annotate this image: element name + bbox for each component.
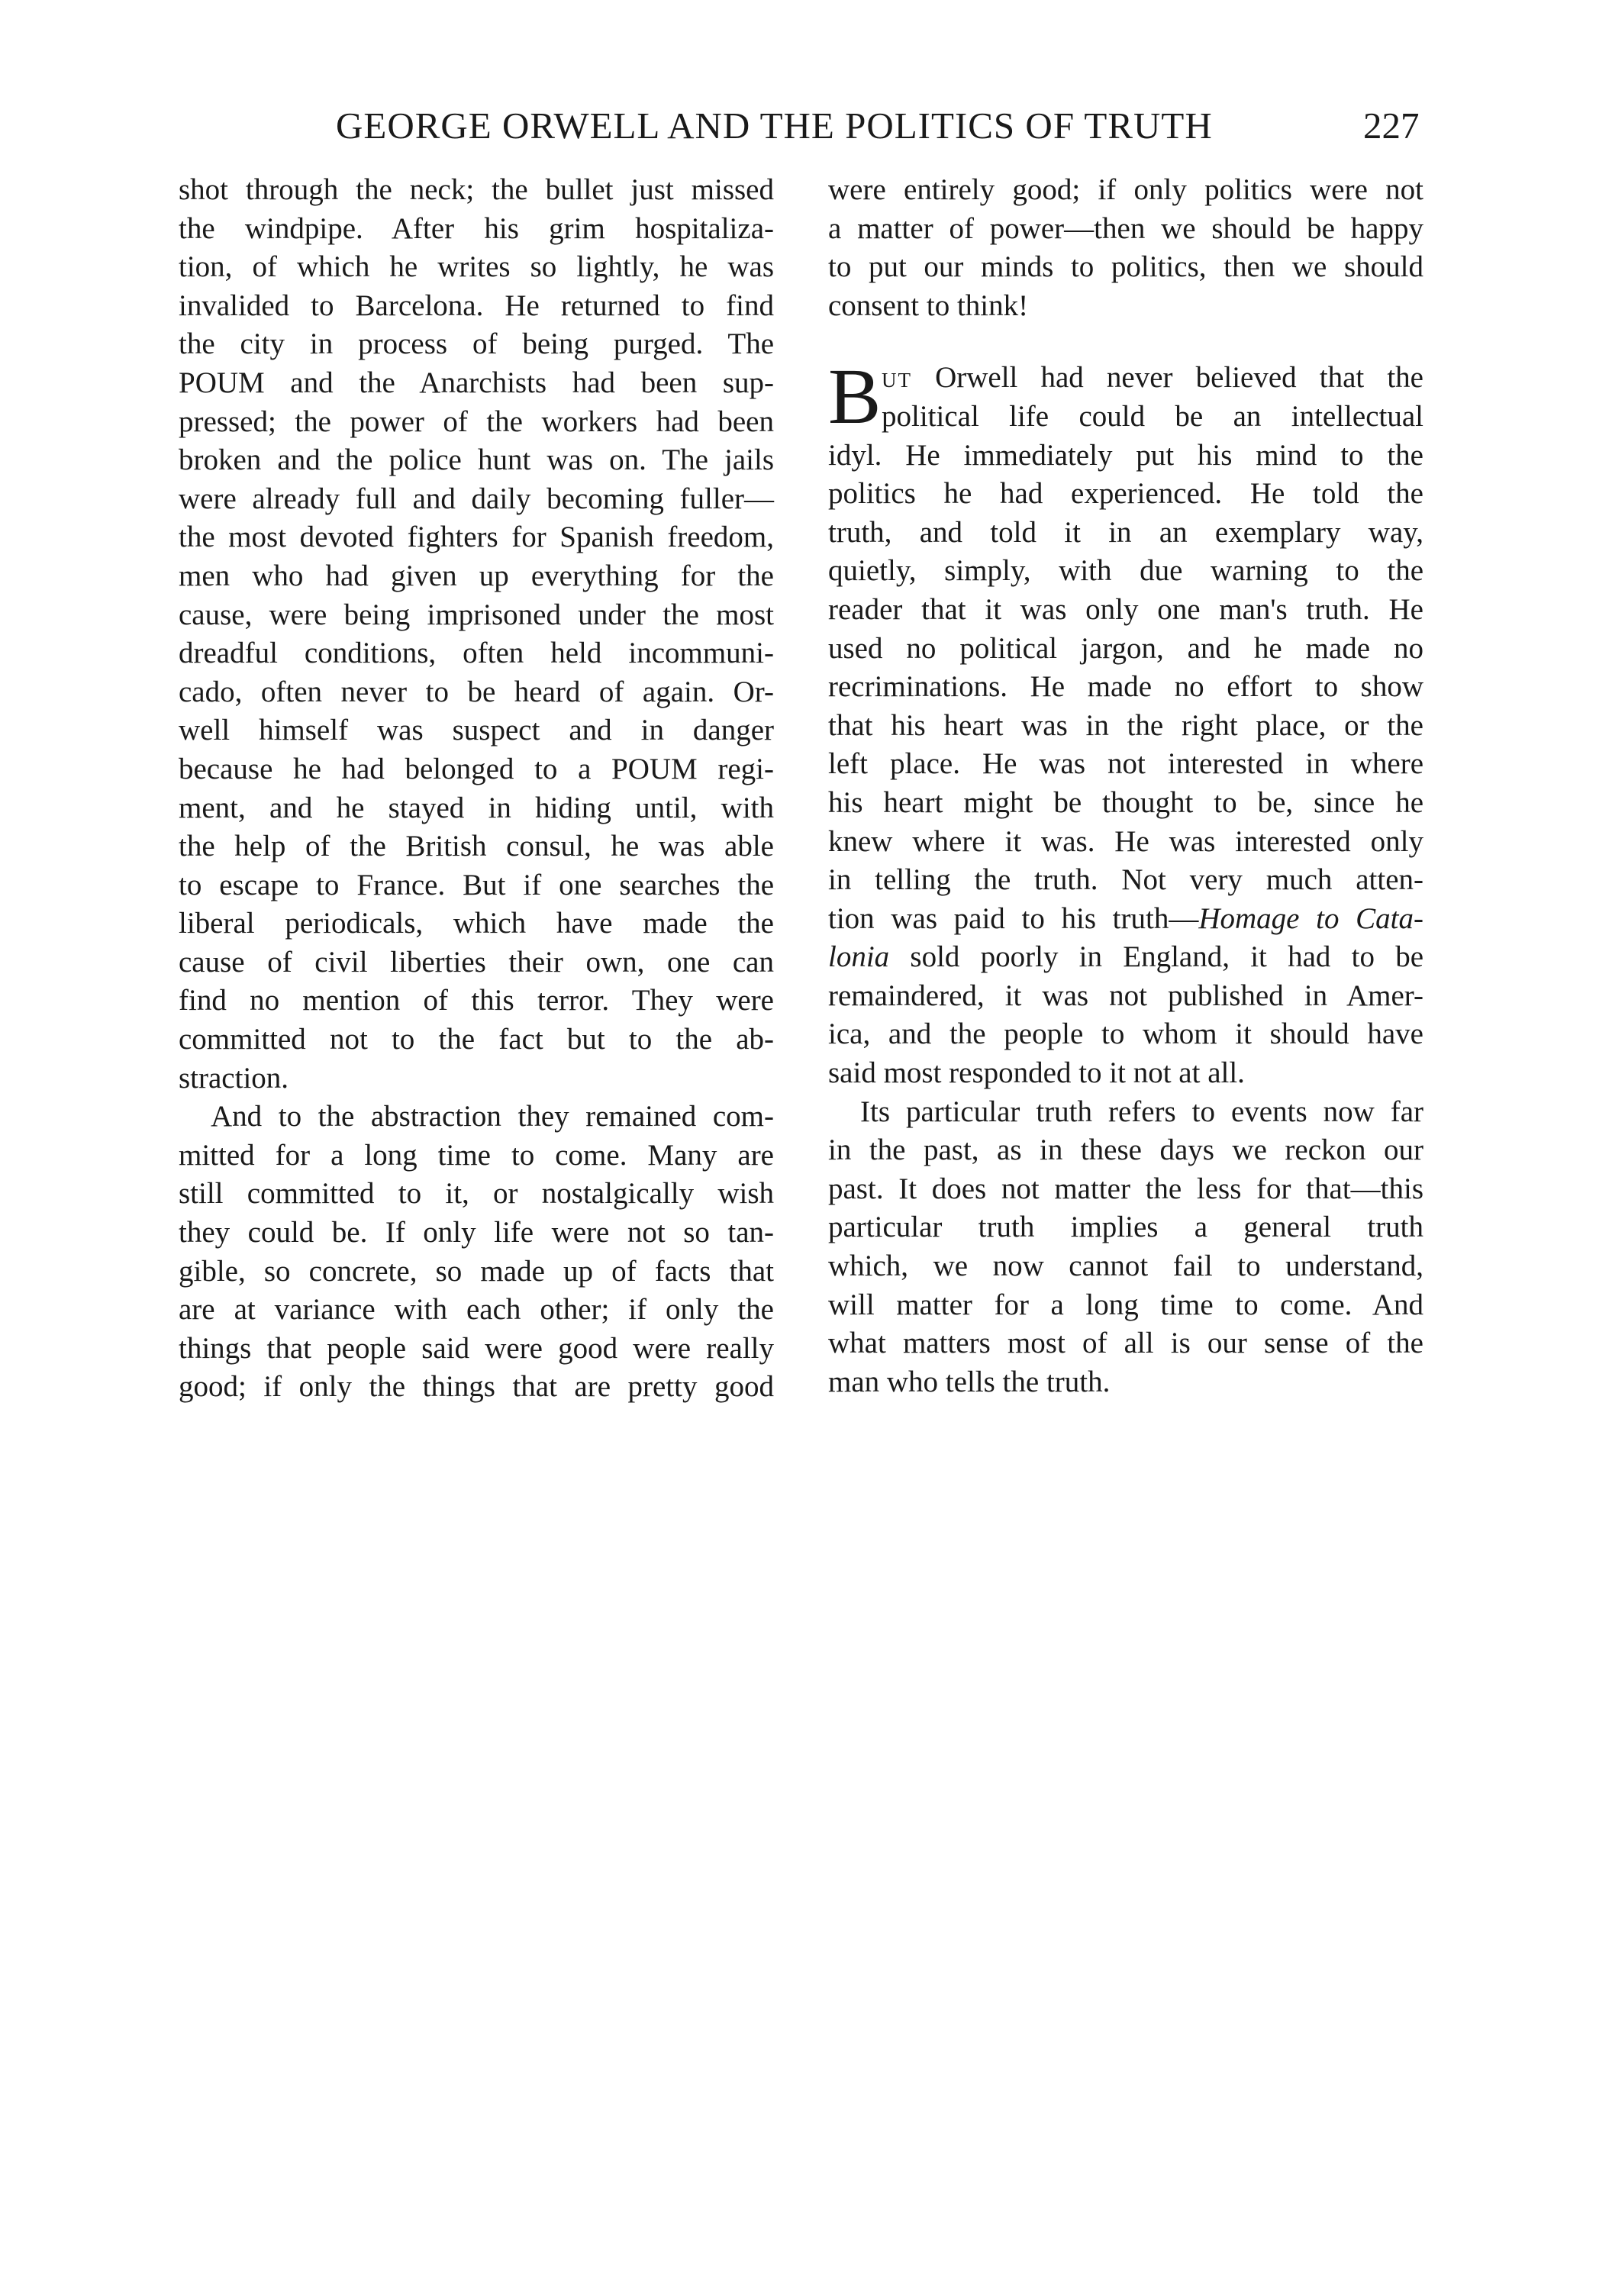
text-line: used no political jargon, and he made no — [828, 631, 1423, 665]
text-line: find no mention of this terror. They were — [179, 984, 774, 1017]
text-line: are at variance with each other; if only the — [179, 1293, 774, 1327]
text-line: they could be. If only life were not so tan- — [179, 1216, 774, 1250]
text-line: broken and the police hunt was on. The jails — [179, 443, 774, 477]
text-line: tion, of which he writes so lightly, he was — [179, 250, 774, 284]
text-line: the help of the British consul, he was able — [179, 830, 774, 863]
text-line: POUM and the Anarchists had been sup- — [179, 366, 774, 399]
text-line: that his heart was in the right place, or the — [828, 708, 1423, 742]
text-line: the city in process of being purged. The — [179, 327, 774, 361]
text-line: well himself was suspect and in danger — [179, 714, 774, 747]
section-break — [828, 325, 1423, 359]
text-line — [828, 359, 1423, 398]
text-run: Orwell had never believed that the — [912, 361, 1423, 395]
text-line: in telling the truth. Not very much atten- — [828, 863, 1423, 897]
text-line: straction. — [179, 1061, 289, 1095]
text-line: recriminations. He made no effort to show — [828, 670, 1423, 704]
text-line: quietly, simply, with due warning to the — [828, 554, 1423, 588]
text-line: cado, often never to be heard of again. Or- — [179, 675, 774, 708]
text-line: cause of civil liberties their own, one can — [179, 945, 774, 979]
text-line: pressed; the power of the workers had been — [179, 405, 774, 438]
text-line: which, we now cannot fail to understand, — [828, 1250, 1423, 1283]
text-line: were entirely good; if only politics were not — [828, 173, 1423, 206]
book-title-italic: Homage to Cata- — [1198, 901, 1423, 935]
text-line: committed not to the fact but to the ab- — [179, 1023, 774, 1056]
text-line: because he had belonged to a POUM regi- — [179, 752, 774, 785]
text-line: good; if only the things that are pretty good — [179, 1370, 774, 1404]
text-line: his heart might be thought to be, since he — [828, 785, 1423, 819]
text-line: still committed to it, or nostalgically wish — [179, 1177, 774, 1211]
text-line: knew where it was. He was interested only — [828, 824, 1423, 858]
text-line: mitted for a long time to come. Many are — [179, 1138, 774, 1172]
text-line: dreadful conditions, often held incommuni- — [179, 637, 774, 670]
left-column — [179, 171, 774, 1407]
text-line: the most devoted fighters for Spanish freedom, — [179, 521, 774, 554]
text-line: things that people said were good were really — [179, 1331, 774, 1365]
text-line: cause, were being imprisoned under the most — [179, 598, 774, 631]
text-line: men who had given up everything for the — [179, 559, 774, 592]
drop-cap: B — [828, 353, 882, 441]
text-line: what matters most of all is our sense of the — [828, 1327, 1423, 1360]
paragraph — [828, 1093, 1423, 1402]
text-line: political life could be an intellectual — [882, 399, 1423, 433]
text-line — [828, 900, 1423, 939]
text-line: gible, so concrete, so made up of facts that — [179, 1254, 774, 1288]
paragraph — [828, 171, 1423, 325]
text-line: politics he had experienced. He told the — [828, 477, 1423, 511]
paragraph — [179, 171, 774, 1098]
text-run: sold poorly in England, it had to be — [889, 940, 1423, 974]
text-line: the windpipe. After his grim hospitaliza- — [179, 211, 774, 245]
text-line: to escape to France. But if one searches the — [179, 868, 774, 901]
running-head: GEORGE ORWELL AND THE POLITICS OF TRUTH — [336, 105, 1213, 147]
text-line: ica, and the people to whom it should have — [828, 1017, 1423, 1051]
page-number: 227 — [1363, 105, 1420, 147]
text-line: said most responded to it not at all. — [828, 1056, 1245, 1090]
paragraph — [179, 1098, 774, 1407]
book-title-italic: lonia — [828, 940, 890, 974]
text-line: a matter of power—then we should be happy — [828, 211, 1423, 245]
text-line: left place. He was not interested in where — [828, 747, 1423, 781]
text-line: liberal periodicals, which have made the — [179, 907, 774, 940]
text-line: man who tells the truth. — [828, 1365, 1111, 1398]
right-column — [828, 171, 1423, 1401]
text-line: Its particular truth refers to events now far — [860, 1095, 1423, 1128]
text-line: were already full and daily becoming fuller— — [179, 482, 774, 515]
text-line: to put our minds to politics, then we should — [828, 250, 1423, 284]
paragraph — [828, 353, 1423, 1092]
text-line: shot through the neck; the bullet just missed — [179, 173, 774, 206]
text-line: idyl. He immediately put his mind to the — [828, 438, 1423, 472]
text-line: past. It does not matter the less for that—this — [828, 1172, 1423, 1205]
text-line: invalided to Barcelona. He returned to find — [179, 289, 774, 322]
text-line — [828, 938, 1423, 977]
text-line: will matter for a long time to come. And — [828, 1288, 1423, 1321]
small-caps-word: ut — [882, 361, 912, 395]
text-line: reader that it was only one man's truth. He — [828, 592, 1423, 626]
text-line: in the past, as in these days we reckon our — [828, 1133, 1423, 1167]
text-line: And to the abstraction they remained com- — [211, 1100, 774, 1133]
text-line: remaindered, it was not published in Amer- — [828, 979, 1423, 1012]
text-line: ment, and he stayed in hiding until, with — [179, 791, 774, 824]
text-line: particular truth implies a general truth — [828, 1211, 1423, 1244]
text-line: consent to think! — [828, 289, 1029, 322]
text-run: tion was paid to his truth— — [828, 901, 1199, 935]
text-line: truth, and told it in an exemplary way, — [828, 515, 1423, 549]
